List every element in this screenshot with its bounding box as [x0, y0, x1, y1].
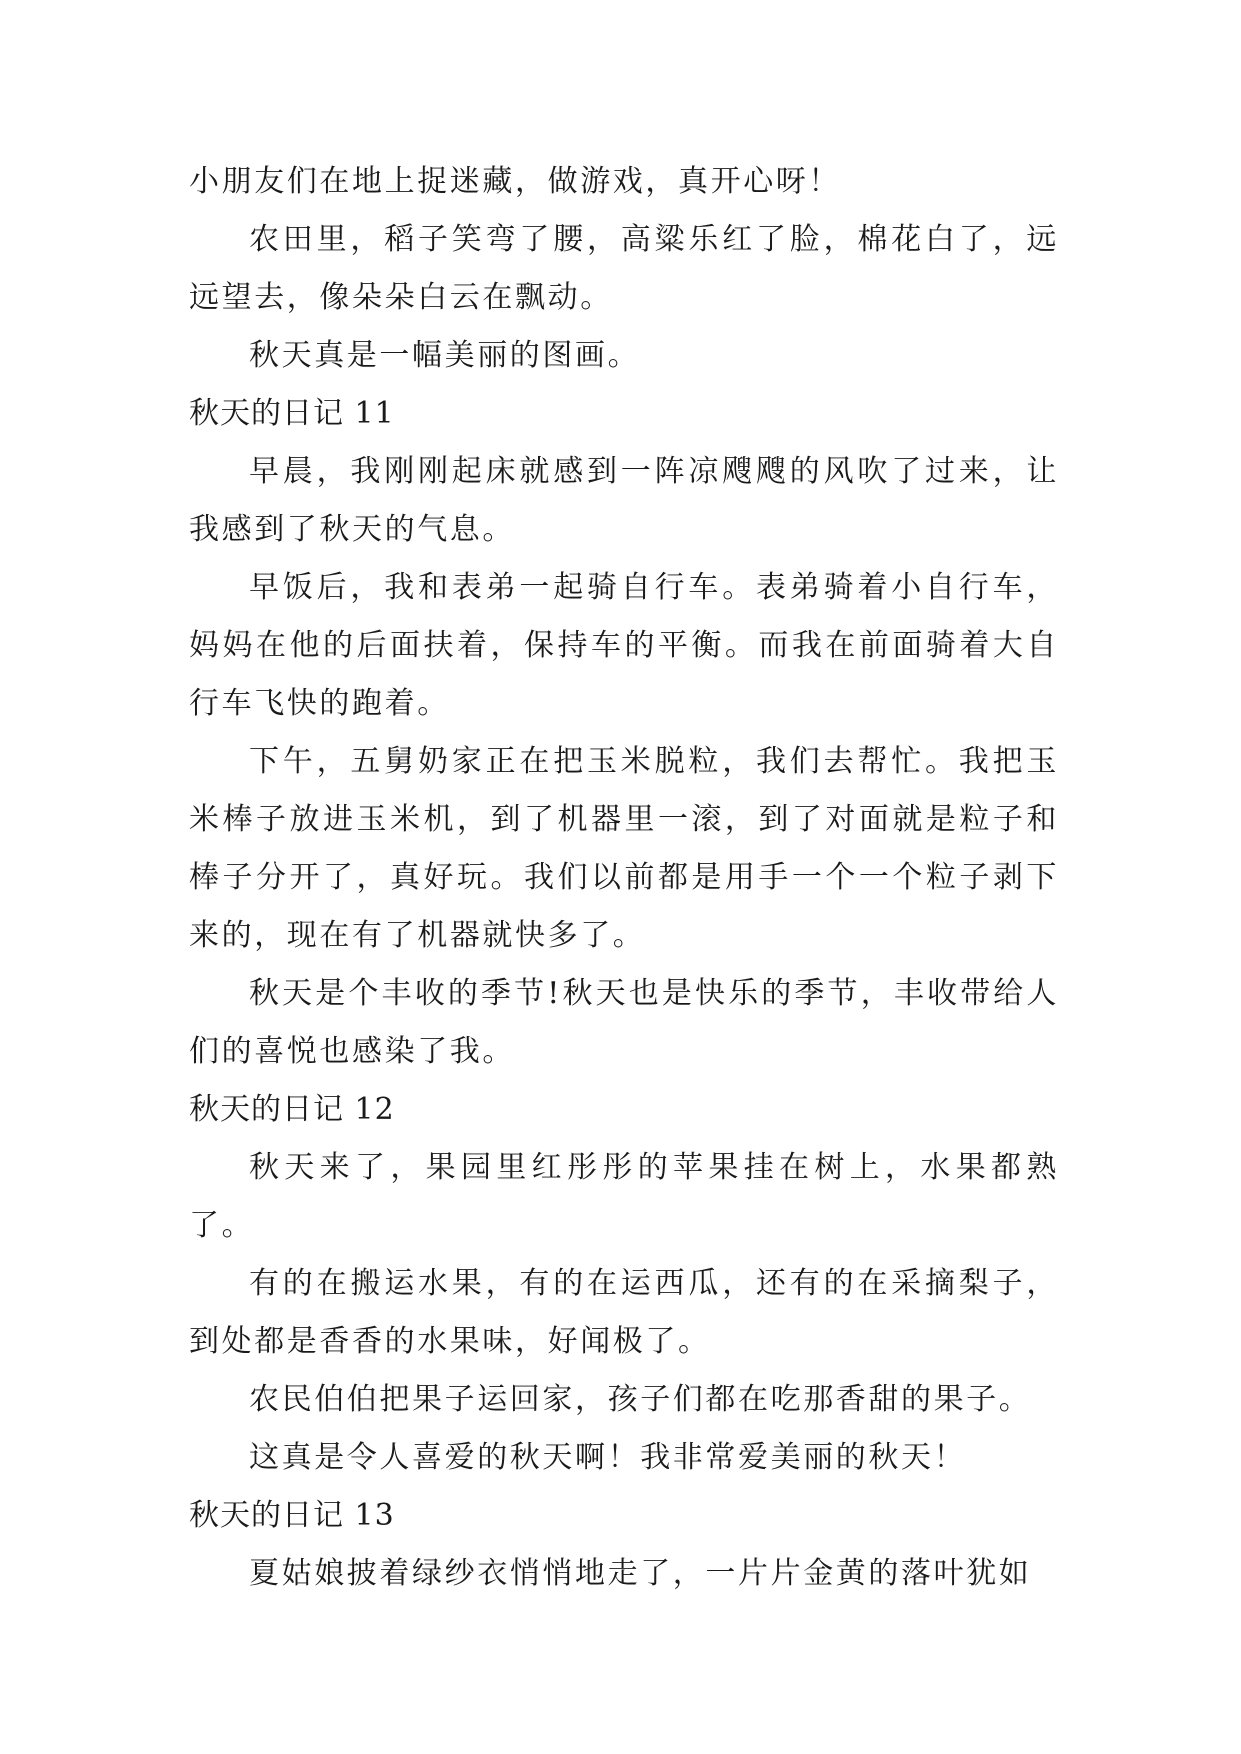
- paragraph: 秋天来了，果园里红彤彤的苹果挂在树上，水果都熟了。: [189, 1150, 1059, 1243]
- paragraph: 秋天是个丰收的季节!秋天也是快乐的季节，丰收带给人们的喜悦也感染了我。: [189, 976, 1059, 1069]
- paragraph: 秋天真是一幅美丽的图画。: [249, 338, 641, 373]
- paragraph: 夏姑娘披着绿纱衣悄悄地走了，一片片金黄的落叶犹如: [249, 1556, 1032, 1591]
- document-body: [189, 153, 1059, 1603]
- paragraph: 农民伯伯把果子运回家，孩子们都在吃那香甜的果子。: [249, 1382, 1032, 1417]
- section-heading: 秋天的日记 13: [189, 1498, 395, 1533]
- paragraph: 早晨，我刚刚起床就感到一阵凉飕飕的风吹了过来，让我感到了秋天的气息。: [189, 454, 1059, 547]
- paragraph: 小朋友们在地上捉迷藏，做游戏，真开心呀！: [189, 164, 841, 199]
- paragraph: 这真是令人喜爱的秋天啊！我非常爱美丽的秋天！: [249, 1440, 967, 1475]
- paragraph: 早饭后，我和表弟一起骑自行车。表弟骑着小自行车，妈妈在他的后面扶着，保持车的平衡。而我在前面骑着大自行车飞快的跑着。: [189, 570, 1059, 721]
- paragraph: 下午，五舅奶家正在把玉米脱粒，我们去帮忙。我把玉米棒子放进玉米机，到了机器里一滚，到了对面就是粒子和棒子分开了，真好玩。我们以前都是用手一个一个粒子剥下来的，现在有了机器就快多了。: [189, 744, 1059, 953]
- paragraph: 有的在搬运水果，有的在运西瓜，还有的在采摘梨子，到处都是香香的水果味，好闻极了。: [189, 1266, 1059, 1359]
- paragraph: 农田里，稻子笑弯了腰，高粱乐红了脸，棉花白了，远远望去，像朵朵白云在飘动。: [189, 222, 1059, 315]
- section-heading: 秋天的日记 11: [189, 396, 395, 431]
- section-heading: 秋天的日记 12: [189, 1092, 395, 1127]
